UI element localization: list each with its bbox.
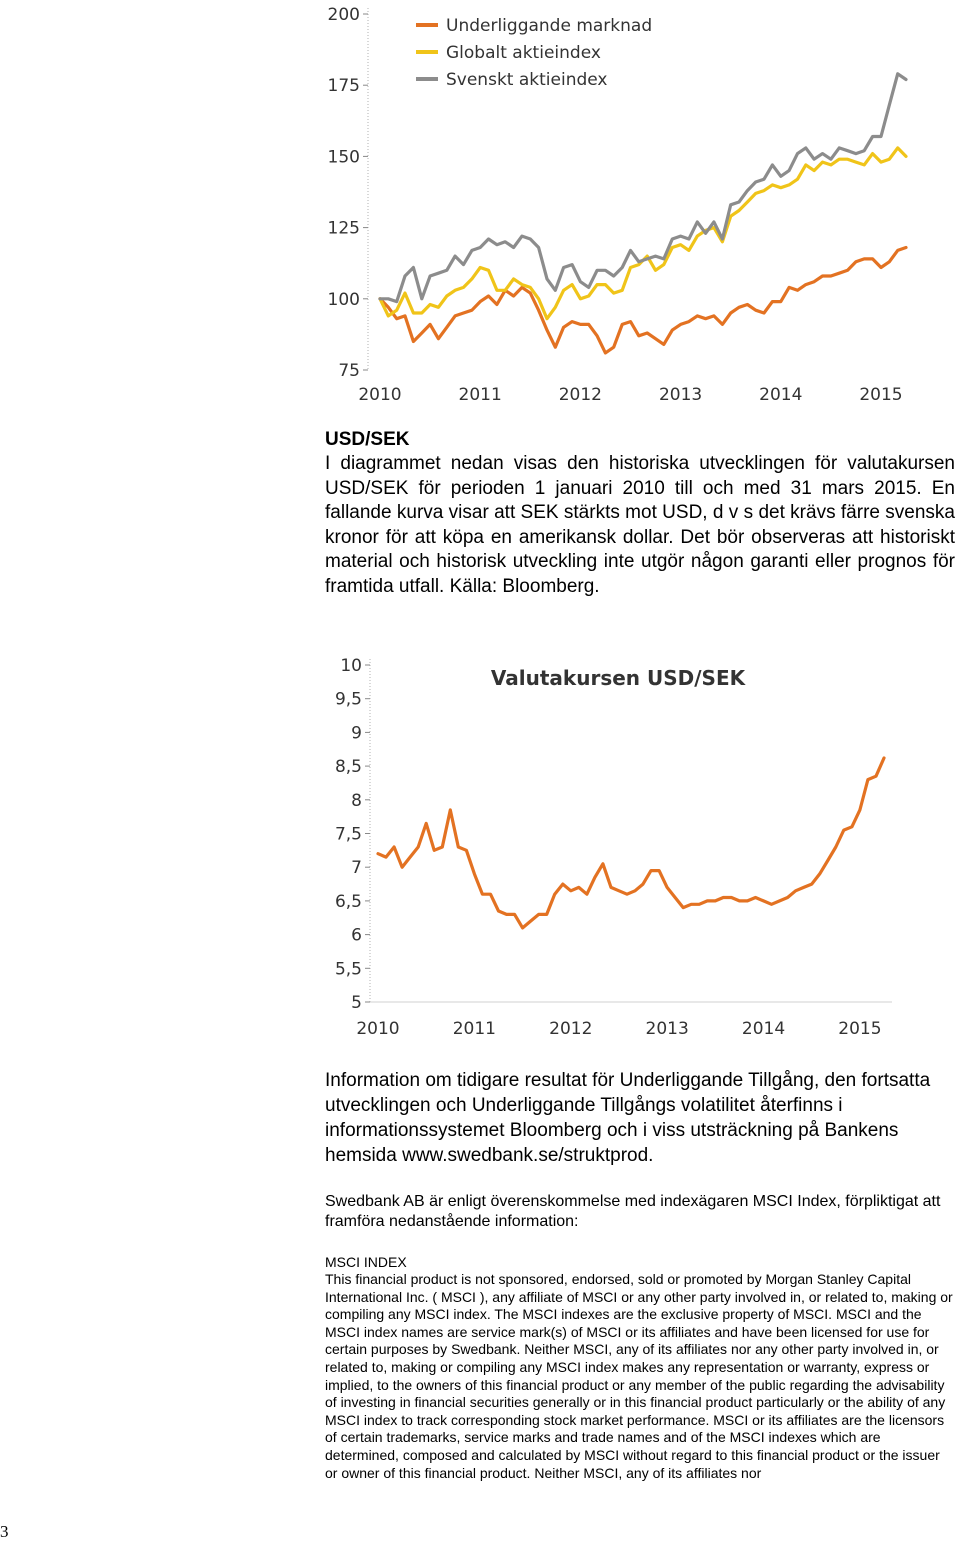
usd-sek-chart bbox=[318, 645, 898, 1045]
series-line bbox=[378, 758, 884, 928]
chart-title: Valutakursen USD/SEK bbox=[490, 666, 746, 690]
y-tick-label: 175 bbox=[327, 76, 360, 97]
legend-label: Svenskt aktieindex bbox=[446, 70, 608, 90]
y-tick-label: 7,5 bbox=[334, 824, 362, 845]
index-performance-chart bbox=[318, 0, 918, 412]
y-tick-label: 5,5 bbox=[334, 959, 362, 980]
x-tick-label: 2015 bbox=[859, 385, 903, 405]
y-tick-label: 75 bbox=[338, 361, 360, 381]
y-tick-label: 7 bbox=[351, 858, 362, 879]
x-tick-label: 2013 bbox=[658, 385, 703, 405]
legend-label: Globalt aktieindex bbox=[446, 43, 601, 63]
x-tick-label: 2015 bbox=[838, 1019, 882, 1039]
series-line bbox=[380, 248, 906, 353]
x-tick-label: 2014 bbox=[741, 1019, 786, 1039]
x-tick-label: 2013 bbox=[645, 1019, 689, 1039]
msci-heading: MSCI INDEX bbox=[325, 1254, 407, 1270]
x-tick-label: 2012 bbox=[558, 385, 603, 405]
legend-label: Underliggande marknad bbox=[446, 16, 653, 36]
y-tick-label: 9 bbox=[351, 723, 362, 744]
page-number: 3 bbox=[0, 1522, 9, 1541]
swedbank-paragraph: Swedbank AB är enligt överenskommelse med indexägaren MSCI Index, förpliktigat att framföra nedanstående information: bbox=[325, 1193, 941, 1230]
info-paragraph: Information om tidigare resultat för Underliggande Tillgång, den fortsatta utvecklingen och Underliggande Tillgångs volatilitet återfinns i informationssystemet Bloomberg och i viss utsträckning på Bankens hemsida www.swedbank.se/struktprod. bbox=[325, 1070, 931, 1166]
series-line bbox=[380, 148, 906, 319]
y-tick-label: 5 bbox=[351, 993, 362, 1013]
usd-sek-heading: USD/SEK bbox=[325, 429, 410, 450]
x-tick-label: 2011 bbox=[452, 1019, 497, 1039]
y-tick-label: 200 bbox=[327, 5, 360, 25]
x-tick-label: 2012 bbox=[549, 1019, 593, 1039]
y-tick-label: 150 bbox=[327, 147, 360, 168]
x-tick-label: 2011 bbox=[458, 385, 502, 405]
msci-disclaimer: This financial product is not sponsored, endorsed, sold or promoted by Morgan Stanley Capital International Inc. ( MSCI ), any affiliate of MSCI or any other party involved in, or related to, making or compiling any MSCI index. The MSCI indexes are the exclusive property of MSCI. MSCI and the MSCI index names are service mark(s) of MSCI or its affiliates and have been licensed for use for certain purposes by Swedbank. Neither MSCI, any of its affiliates nor any other party involved in, or related to, making or compiling any MSCI index makes any representation or warranty, express or implied, to the owners of this financial product or any member of the public regarding the advisability of investing in financial securities generally or in this financial product particularly or the ability of any MSCI index to track corresponding stock market performance. MSCI or its affiliates are the licensors of certain trademarks, service marks and trade names and of the MSCI indexes which are determined, composed and calculated by MSCI without regard to this financial product or the issuer or owner of this financial product. Neither MSCI, any of its affiliates nor bbox=[325, 1271, 953, 1481]
usd-sek-section bbox=[325, 427, 955, 599]
y-tick-label: 125 bbox=[327, 218, 360, 239]
y-tick-label: 100 bbox=[327, 289, 360, 310]
x-tick-label: 2014 bbox=[759, 385, 803, 405]
msci-section bbox=[325, 1253, 955, 1482]
y-tick-label: 6 bbox=[351, 925, 362, 946]
y-tick-label: 6,5 bbox=[334, 891, 362, 912]
y-tick-label: 8 bbox=[351, 790, 362, 811]
series-line bbox=[380, 74, 906, 302]
y-tick-label: 9,5 bbox=[334, 689, 362, 710]
y-tick-label: 10 bbox=[340, 656, 362, 676]
x-tick-label: 2010 bbox=[358, 385, 402, 405]
usd-sek-description: I diagrammet nedan visas den historiska utvecklingen för valutakursen USD/SEK för perioden 1 januari 2010 till och med 31 mars 2015. En fallande kurva visar att SEK stärkts mot USD, d v s det krävs färre svenska kronor för att köpa en amerikansk dollar. Det bör observeras att historiskt material och historisk utveckling inte utgör någon garanti eller prognos för framtida utfall. Källa: Bloomberg. bbox=[325, 453, 955, 597]
x-tick-label: 2010 bbox=[356, 1019, 400, 1039]
y-tick-label: 8,5 bbox=[334, 757, 362, 778]
